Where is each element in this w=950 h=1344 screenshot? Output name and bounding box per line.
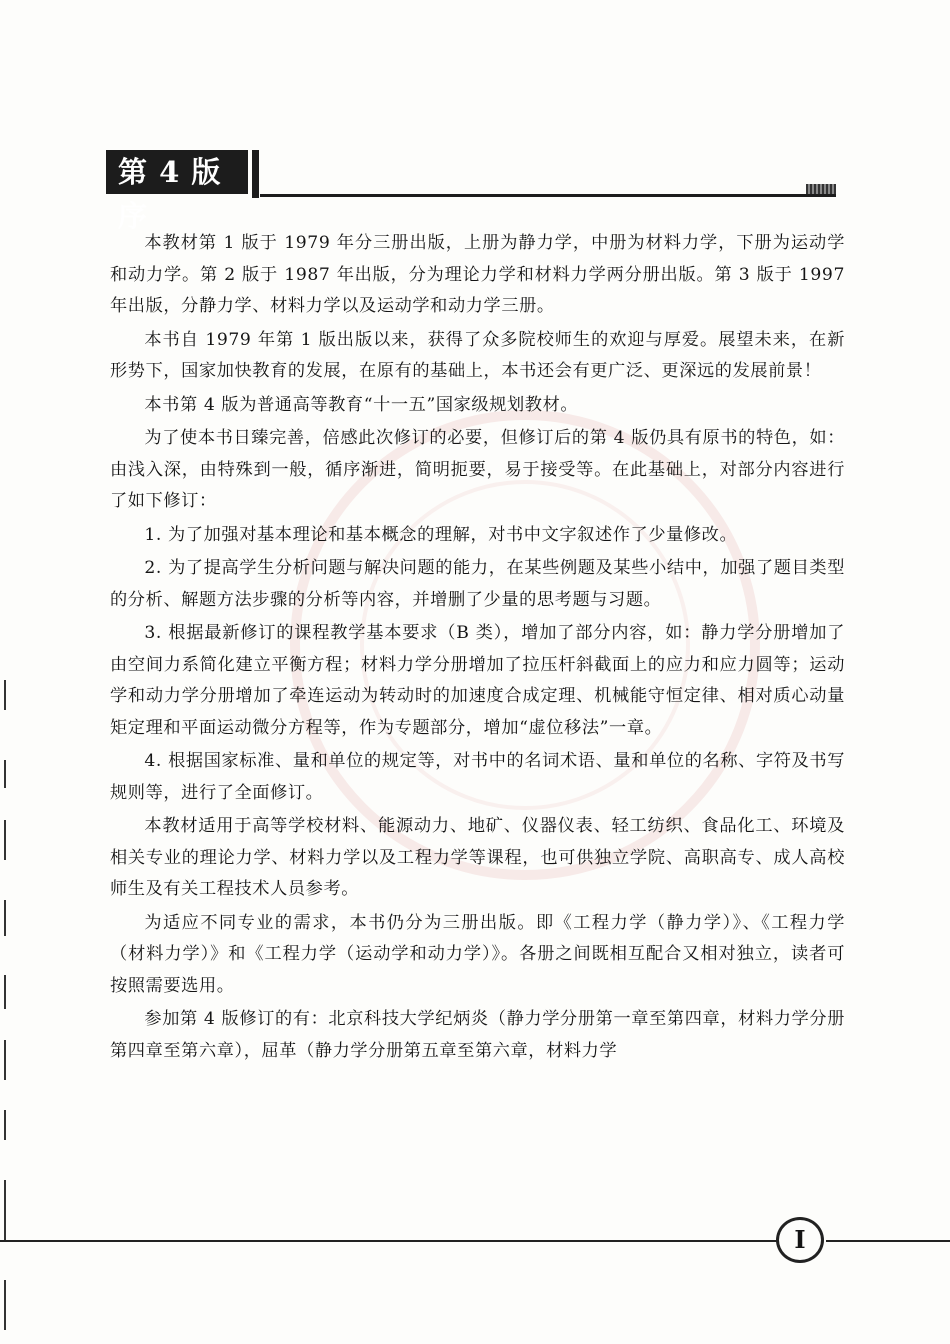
section-heading — [106, 150, 836, 233]
list-item: 3. 根据最新修订的课程教学基本要求（B 类），增加了部分内容，如：静力学分册增加了由空间力系简化建立平衡方程；材料力学分册增加了拉压杆斜截面上的应力和应力圆等；运动学和动力学分册增加了牵连运动为转动时的加速度合成定理、机械能守恒定律、相对质心动量矩定理和平面运动微分方程等，作为专题部分，增加“虚位移法”一章。 — [110, 623, 845, 738]
margin-mark — [4, 975, 6, 1009]
margin-mark — [4, 1180, 6, 1240]
heading-bar-end — [252, 150, 259, 198]
margin-mark — [4, 1280, 6, 1330]
heading-rule-ornament — [806, 184, 836, 194]
margin-mark — [4, 820, 6, 860]
paragraph: 本教材适用于高等学校材料、能源动力、地矿、仪器仪表、轻工纺织、食品化工、环境及相关专业的理论力学、材料力学以及工程力学等课程，也可供独立学院、高职高专、成人高校师生及有关工程技术人员参考。 — [110, 816, 845, 899]
margin-mark — [4, 1040, 6, 1080]
margin-mark — [4, 1110, 6, 1140]
paragraph: 为适应不同专业的需求，本书仍分为三册出版。即《工程力学（静力学）》、《工程力学（材料力学）》和《工程力学（运动学和动力学）》。各册之间既相互配合又相对独立，读者可按照需要选用。 — [110, 912, 845, 996]
paragraph: 为了使本书日臻完善，倍感此次修订的必要，但修订后的第 4 版仍具有原书的特色，如：由浅入深，由特殊到一般，循序渐进，简明扼要，易于接受等。在此基础上，对部分内容进行了如下修订： — [110, 428, 845, 511]
margin-mark — [4, 680, 6, 710]
list-item: 4. 根据国家标准、量和单位的规定等，对书中的名词术语、量和单位的名称、字符及书写规则等，进行了全面修订。 — [110, 751, 845, 803]
heading-rule — [260, 194, 836, 197]
page-number: I — [776, 1217, 824, 1263]
footer-rule — [0, 1240, 795, 1242]
paragraph: 本书第 4 版为普通高等教育“十一五”国家级规划教材。 — [144, 394, 579, 415]
margin-mark — [4, 900, 6, 936]
footer-rule — [826, 1240, 950, 1242]
body-text — [110, 228, 845, 1069]
paragraph: 参加第 4 版修订的有：北京科技大学纪炳炎（静力学分册第一章至第四章，材料力学分册第四章至第六章），屈革（静力学分册第五章至第六章，材料力学 — [110, 1009, 845, 1061]
margin-mark — [4, 760, 6, 788]
list-item: 1. 为了加强对基本理论和基本概念的理解，对书中文字叙述作了少量修改。 — [144, 524, 738, 545]
paragraph: 本书自 1979 年第 1 版出版以来，获得了众多院校师生的欢迎与厚爱。展望未来，在新形势下，国家加快教育的发展，在原有的基础上，本书还会有更广泛、更深远的发展前景！ — [110, 329, 845, 381]
page-title: 第 4 版序 — [106, 150, 248, 194]
paragraph: 本教材第 1 版于 1979 年分三册出版，上册为静力学，中册为材料力学，下册为运动学和动力学。第 2 版于 1987 年出版，分为理论力学和材料力学两分册出版。第 3 版于 1997 年出版，分静力学、材料力学以及运动学和动力学三册。 — [110, 233, 845, 316]
list-item: 2. 为了提高学生分析问题与解决问题的能力，在某些例题及某些小结中，加强了题目类型的分析、解题方法步骤的分析等内容，并增删了少量的思考题与习题。 — [110, 558, 845, 610]
